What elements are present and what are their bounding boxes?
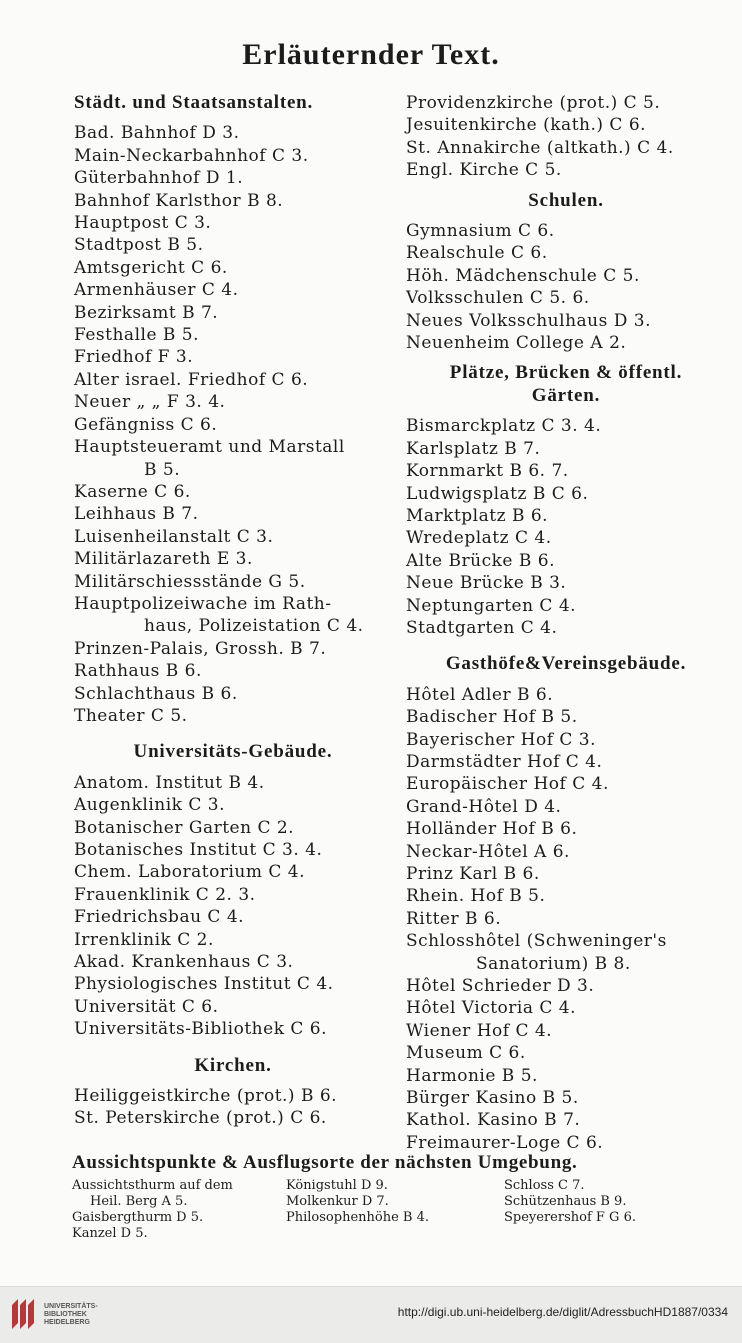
excursions-section — [72, 1152, 712, 1258]
list-item: Wredeplatz C 4. — [406, 528, 552, 549]
list-item: Volksschulen C 5. 6. — [406, 288, 590, 309]
list-item: Wiener Hof C 4. — [406, 1020, 553, 1041]
list-item: St. Peterskirche (prot.) C 6. — [74, 1108, 327, 1129]
section-heading-staatsanstalten: Städt. und Staatsanstalten. — [74, 92, 314, 113]
list-item: Stadtpost B 5. — [74, 235, 204, 256]
list-item: Molkenkur D 7. — [286, 1194, 389, 1209]
list-item: Alte Brücke B 6. — [406, 550, 555, 571]
list-item: Frauenklinik C 2. 3. — [74, 884, 256, 905]
list-item: Kaserne C 6. — [74, 481, 191, 502]
list-item: Neuer „ „ F 3. 4. — [74, 392, 226, 413]
list-item: Hauptpolizeiwache im Rath- — [74, 593, 332, 614]
excursions-heading: Aussichtspunkte & Ausflugsorte der nächsten Umgebung. — [72, 1152, 578, 1173]
list-item: Holländer Hof B 6. — [406, 819, 578, 840]
list-item: Badischer Hof B 5. — [406, 707, 578, 728]
right-column — [406, 92, 726, 1154]
list-item: Höh. Mädchenschule C 5. — [406, 265, 640, 286]
list-item: Gaisbergthurm D 5. — [72, 1210, 204, 1225]
list-item: Amtsgericht C 6. — [74, 257, 228, 278]
list-item: Realschule C 6. — [406, 243, 548, 264]
list-item: Irrenklinik C 2. — [74, 929, 214, 950]
excursions-column-2 — [286, 1178, 506, 1226]
list-item: Europäischer Hof C 4. — [406, 774, 609, 795]
list-item: Friedrichsbau C 4. — [74, 907, 245, 928]
list-item: Theater C 5. — [74, 705, 188, 726]
source-url-link[interactable]: http://digi.ub.uni-heidelberg.de/diglit/AdressbuchHD1887/0334 — [397, 1305, 728, 1319]
list-item: Engl. Kirche C 5. — [406, 160, 562, 181]
list-item: Botanisches Institut C 3. 4. — [74, 840, 323, 860]
section-heading-gasthoefe: Gasthöfe&Vereinsgebäude. — [445, 653, 687, 675]
list-item: Universität C 6. — [74, 996, 219, 1017]
list-item: Marktplatz B 6. — [406, 505, 549, 526]
list-item: Militärlazareth E 3. — [74, 549, 253, 570]
list-item: Leihhaus B 7. — [74, 504, 199, 525]
list-item: Heiliggeistkirche (prot.) B 6. — [74, 1086, 338, 1107]
list-item: Universitäts-Bibliothek C 6. — [74, 1019, 328, 1040]
list-item: Neues Volksschulhaus D 3. — [406, 310, 651, 331]
list-item: Bahnhof Karlsthor B 8. — [74, 190, 284, 211]
list-item: Ludwigsplatz B C 6. — [406, 483, 589, 504]
excursions-column-3 — [504, 1178, 714, 1226]
list-item: Hôtel Schrieder D 3. — [406, 976, 595, 997]
list-item: Anatom. Institut B 4. — [74, 772, 265, 793]
university-library-logo-icon — [8, 1295, 38, 1333]
section-heading-schulen: Schulen. — [528, 189, 604, 211]
list-item: Schloss C 7. — [504, 1178, 585, 1193]
list-item: Jesuitenkirche (kath.) C 6. — [406, 115, 647, 136]
section-heading-kirchen: Kirchen. — [194, 1054, 272, 1076]
list-item: Hôtel Adler B 6. — [406, 684, 554, 705]
footer-bar — [0, 1286, 742, 1343]
list-item: Schlachthaus B 6. — [74, 683, 238, 704]
list-item: St. Annakirche (altkath.) C 4. — [406, 137, 674, 158]
list-item: Akad. Krankenhaus C 3. — [74, 952, 294, 973]
list-item: Neue Brücke B 3. — [406, 573, 567, 594]
list-item: Neuenheim College A 2. — [406, 333, 627, 354]
list-item: Schützenhaus B 9. — [504, 1194, 627, 1209]
list-item: Hôtel Victoria C 4. — [406, 998, 577, 1019]
list-item: Armenhäuser C 4. — [74, 280, 239, 301]
list-item: Providenzkirche (prot.) C 5. — [406, 93, 661, 113]
section-heading-plaetze: Plätze, Brücken & öffentl. — [449, 362, 683, 384]
list-item: Karlsplatz B 7. — [406, 438, 541, 459]
list-item: Darmstädter Hof C 4. — [406, 751, 603, 772]
list-item: Neckar-Hôtel A 6. — [406, 841, 570, 862]
list-item: Speyerershof F G 6. — [504, 1210, 636, 1225]
list-item: Militärschiessstände G 5. — [74, 571, 306, 592]
library-name: UNIVERSITÄTS- BIBLIOTHEK HEIDELBERG — [44, 1303, 98, 1326]
list-item: Augenklinik C 3. — [74, 795, 226, 816]
list-item: Güterbahnhof D 1. — [74, 168, 244, 189]
list-item: Friedhof F 3. — [74, 347, 194, 368]
list-item: Alter israel. Friedhof C 6. — [74, 369, 309, 390]
list-item: Gefängniss C 6. — [74, 414, 218, 435]
list-item: Kanzel D 5. — [72, 1226, 148, 1241]
list-item: Ritter B 6. — [406, 908, 502, 929]
list-item: Bezirksamt B 7. — [74, 302, 219, 323]
list-item: Hauptpost C 3. — [74, 213, 212, 234]
list-item: Kornmarkt B 6. 7. — [406, 461, 569, 482]
list-item: Gymnasium C 6. — [406, 221, 555, 242]
list-item: Prinzen-Palais, Grossh. B 7. — [74, 638, 327, 659]
list-item: Freimaurer-Loge C 6. — [406, 1132, 604, 1153]
list-item: Main-Neckarbahnhof C 3. — [74, 145, 309, 166]
list-item: Neptungarten C 4. — [406, 595, 577, 616]
list-item: Harmonie B 5. — [406, 1065, 538, 1086]
list-item: Festhalle B 5. — [74, 325, 200, 346]
list-item: Sanatorium) B 8. — [476, 953, 631, 974]
list-item: Botanischer Garten C 2. — [74, 817, 295, 838]
list-item: Museum C 6. — [406, 1043, 526, 1064]
list-item: Königstuhl D 9. — [286, 1178, 388, 1193]
list-item: Bismarckplatz C 3. 4. — [406, 416, 602, 437]
left-column — [74, 92, 392, 1130]
list-item: Luisenheilanstalt C 3. — [74, 526, 274, 547]
list-item: Hauptsteueramt und Marstall — [74, 437, 345, 458]
list-item: Rhein. Hof B 5. — [406, 886, 546, 907]
section-heading-universitaet: Universitäts-Gebäude. — [133, 741, 333, 763]
page-title: Erläuternder Text. — [242, 38, 500, 71]
list-item: Kathol. Kasino B 7. — [406, 1110, 581, 1131]
list-item: Rathhaus B 6. — [74, 661, 202, 682]
list-item: Bayerischer Hof C 3. — [406, 729, 597, 750]
section-heading-plaetze-cont: Gärten. — [531, 384, 601, 406]
list-item: Stadtgarten C 4. — [406, 617, 558, 638]
list-item: Philosophenhöhe B 4. — [286, 1210, 430, 1225]
list-item: Bad. Bahnhof D 3. — [74, 123, 240, 144]
list-item: B 5. — [144, 459, 181, 480]
list-item: Schlosshôtel (Schweninger's — [406, 931, 667, 952]
list-item: Aussichtsthurm auf dem — [72, 1178, 233, 1193]
list-item: Heil. Berg A 5. — [90, 1194, 188, 1209]
list-item: Prinz Karl B 6. — [406, 864, 540, 884]
list-item: Bürger Kasino B 5. — [406, 1088, 579, 1109]
list-item: Chem. Laboratorium C 4. — [74, 862, 305, 883]
excursions-column-1 — [72, 1178, 282, 1242]
list-item: haus, Polizeistation C 4. — [144, 616, 364, 637]
list-item: Grand-Hôtel D 4. — [406, 796, 562, 817]
list-item: Physiologisches Institut C 4. — [74, 974, 334, 995]
